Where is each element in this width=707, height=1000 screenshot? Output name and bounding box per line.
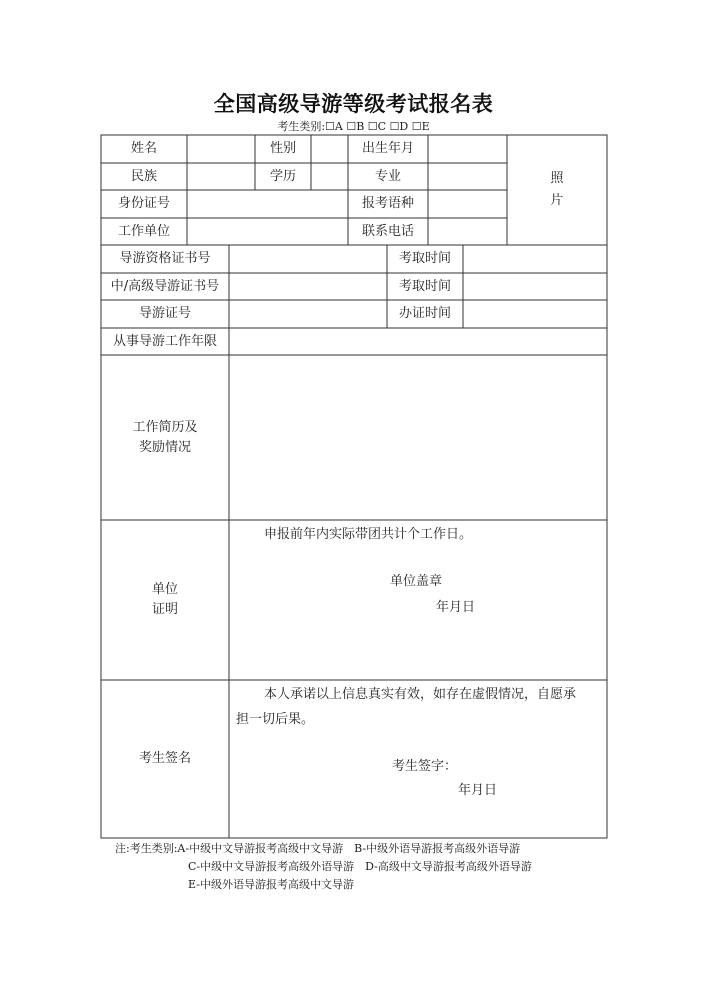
label-guide-qual-cert: 导游资格证书号 — [119, 251, 211, 266]
exam-language-field[interactable] — [429, 191, 506, 217]
unit-stamp-label: 单位盖章 — [390, 574, 443, 589]
gender-field[interactable] — [312, 136, 347, 162]
obtain-time-2-field[interactable] — [464, 274, 606, 299]
years-working-field[interactable] — [230, 329, 606, 354]
label-birth: 出生年月 — [361, 141, 414, 156]
label-guide-card: 导游证号 — [138, 306, 191, 321]
label-obtain-time-1: 考取时间 — [398, 251, 451, 266]
employer-field[interactable] — [188, 219, 347, 244]
label-mid-senior-cert: 中/高级导游证书号 — [110, 278, 220, 294]
guide-card-field[interactable] — [230, 301, 386, 327]
photo-box[interactable]: 照 片 — [550, 171, 564, 208]
label-major: 专业 — [374, 168, 401, 184]
label-education: 学历 — [269, 168, 296, 184]
label-resume: 工作简历及 奖励情况 — [132, 419, 198, 455]
label-phone: 联系电话 — [361, 223, 414, 239]
pledge-line-2: 担一切后果。 — [236, 712, 315, 727]
label-gender: 性别 — [269, 141, 296, 156]
phone-field[interactable] — [429, 219, 506, 244]
label-signature: 考生签名 — [138, 751, 191, 766]
unit-date: 年月日 — [436, 600, 476, 615]
note-line-3: E-中级外语导游报考高级中文导游 — [188, 878, 354, 891]
unit-declaration: 申报前年内实际带团共计个工作日。 — [264, 527, 473, 542]
candidate-sign-label: 考生签字： — [392, 759, 458, 774]
id-number-field[interactable] — [188, 191, 347, 217]
candidate-category-options: 考生类别:☐A ☐B ☐C ☐D ☐E — [277, 120, 430, 133]
mid-senior-cert-field[interactable] — [230, 274, 386, 299]
resume-field[interactable] — [230, 356, 606, 519]
guide-qual-cert-field[interactable] — [230, 246, 386, 272]
education-field[interactable] — [312, 164, 347, 189]
birth-field[interactable] — [429, 136, 506, 162]
label-name: 姓名 — [130, 141, 157, 156]
label-id-number: 身份证号 — [117, 196, 170, 211]
label-issue-time: 办证时间 — [398, 306, 451, 321]
label-exam-language: 报考语种 — [361, 196, 414, 211]
label-obtain-time-2: 考取时间 — [398, 278, 451, 294]
candidate-date: 年月日 — [458, 783, 498, 798]
ethnicity-field[interactable] — [188, 164, 254, 189]
note-line-1: 注:考生类别:A-中级中文导游报考高级中文导游 B-中级外语导游报考高级外语导游 — [115, 842, 521, 855]
pledge-line-1: 本人承诺以上信息真实有效，如存在虚假情况，自愿承 — [264, 687, 577, 702]
label-unit-proof: 单位 证明 — [151, 582, 178, 617]
obtain-time-1-field[interactable] — [464, 246, 606, 272]
form-title: 全国高级导游等级考试报名表 — [213, 92, 494, 116]
issue-time-field[interactable] — [464, 301, 606, 327]
label-years-working: 从事导游工作年限 — [112, 333, 217, 349]
name-field[interactable] — [188, 136, 254, 162]
note-line-2: C-中级中文导游报考高级外语导游 D-高级中文导游报考高级外语导游 — [188, 860, 532, 873]
label-employer: 工作单位 — [117, 223, 170, 239]
label-ethnicity: 民族 — [130, 168, 157, 184]
major-field[interactable] — [429, 164, 506, 189]
